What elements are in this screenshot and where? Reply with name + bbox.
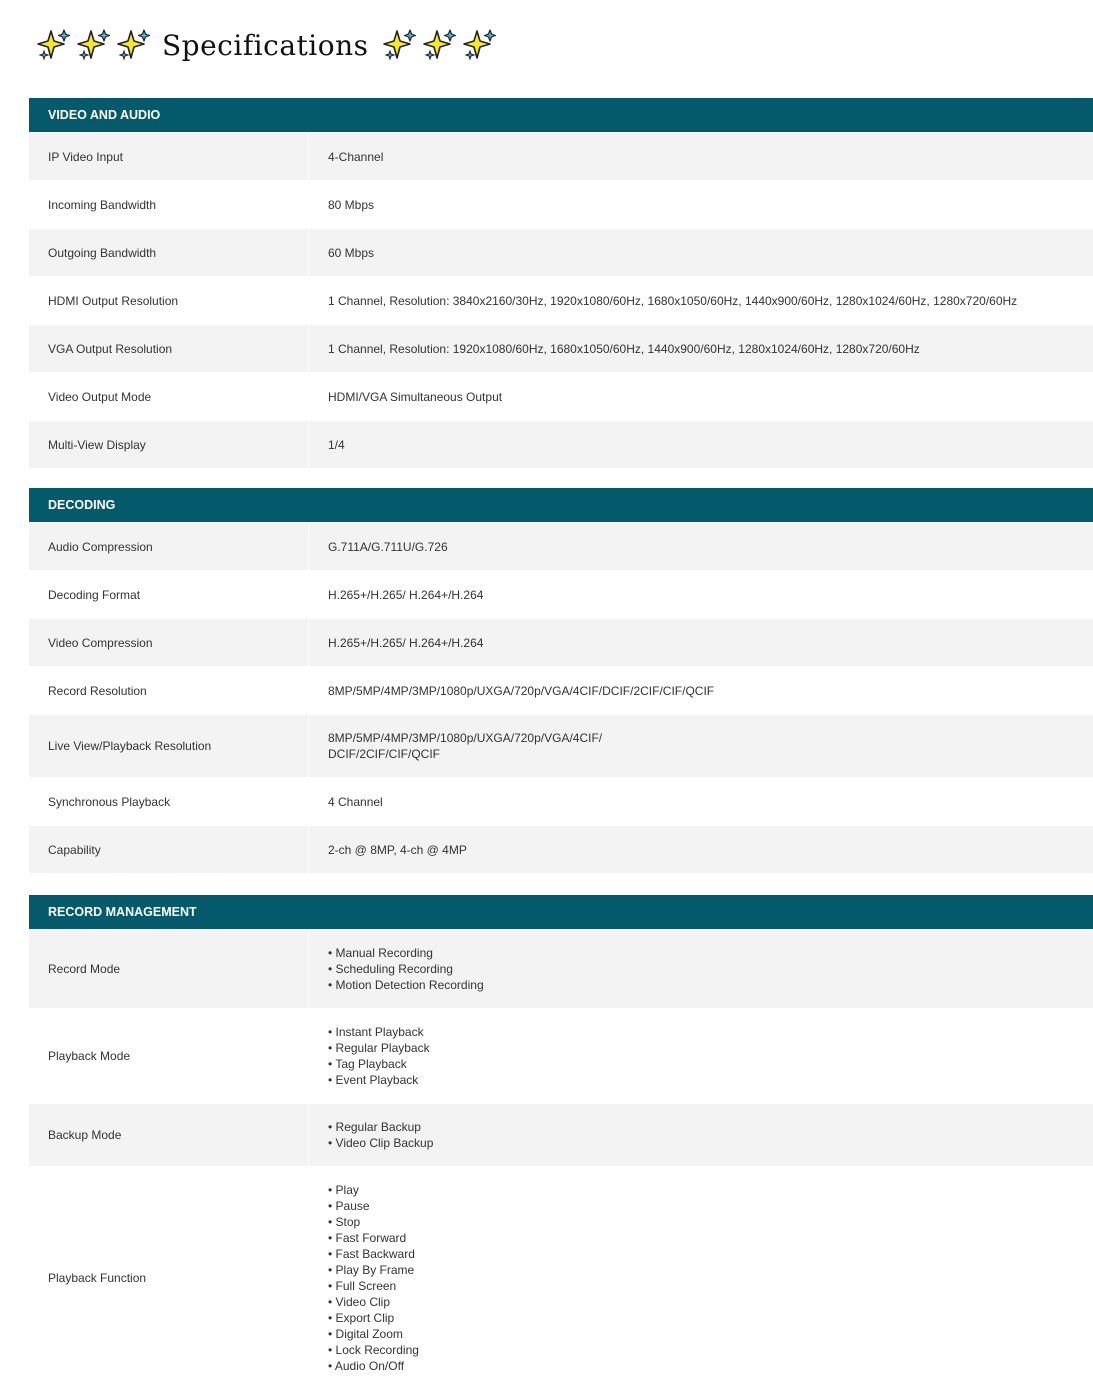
spec-value-line: HDMI/VGA Simultaneous Output xyxy=(328,389,503,404)
spec-value xyxy=(309,571,1093,618)
spec-row xyxy=(29,1103,1093,1166)
spec-value-line: • Regular Backup xyxy=(328,1120,421,1134)
spec-label: Record Resolution xyxy=(29,667,309,714)
spec-value-line: • Fast Backward xyxy=(328,1246,415,1261)
spec-value xyxy=(309,133,1093,180)
spec-label: HDMI Output Resolution xyxy=(29,277,309,324)
spec-row xyxy=(29,825,1093,873)
spec-label: VGA Output Resolution xyxy=(29,325,309,372)
spec-section-decoding xyxy=(29,488,1093,873)
spec-value-line: • Audio On/Off xyxy=(328,1358,405,1373)
spec-value xyxy=(309,373,1093,420)
spec-row xyxy=(29,1008,1093,1103)
spec-value-line: 8MP/5MP/4MP/3MP/1080p/UXGA/720p/VGA/4CIF/DCIF/2CIF/CIF/QCIF xyxy=(328,683,715,698)
spec-value xyxy=(309,421,1093,468)
spec-value-line: 4 Channel xyxy=(328,794,383,809)
spec-value-line: • Export Clip xyxy=(328,1310,395,1325)
spec-label: Decoding Format xyxy=(29,571,309,618)
section-heading: VIDEO AND AUDIO xyxy=(29,98,1093,132)
spec-label: Incoming Bandwidth xyxy=(29,181,309,228)
spec-row xyxy=(29,180,1093,228)
spec-value xyxy=(309,229,1093,276)
spec-value-line: 60 Mbps xyxy=(328,245,375,260)
spec-label: Capability xyxy=(29,826,309,873)
spec-value-line: • Video Clip Backup xyxy=(328,1136,434,1150)
spec-label: Synchronous Playback xyxy=(29,778,309,825)
spec-value-line: G.711A/G.711U/G.726 xyxy=(328,539,448,554)
spec-label: Live View/Playback Resolution xyxy=(29,715,309,777)
spec-value-line: 1 Channel, Resolution: 3840x2160/30Hz, 1920x1080/60Hz, 1680x1050/60Hz, 1440x900/60Hz, 1280x1024/60Hz, 1280x720/60Hz xyxy=(328,293,1018,308)
sparkle-icon xyxy=(422,27,458,63)
spec-value-line: 1/4 xyxy=(328,437,345,452)
spec-row xyxy=(29,618,1093,666)
spec-value xyxy=(309,1009,1093,1103)
spec-value-line: • Fast Forward xyxy=(328,1230,407,1245)
spec-value xyxy=(309,277,1093,324)
spec-value-line: • Stop xyxy=(328,1214,361,1229)
spec-value-line: • Digital Zoom xyxy=(328,1326,403,1341)
spec-label: Multi-View Display xyxy=(29,421,309,468)
spec-value-line: • Instant Playback xyxy=(328,1025,424,1039)
page-title xyxy=(36,22,498,68)
spec-section-record-management xyxy=(29,895,1093,1388)
sparkle-icon xyxy=(382,27,418,63)
spec-value-line: • Video Clip xyxy=(328,1294,391,1309)
spec-value-line: • Lock Recording xyxy=(328,1342,419,1357)
section-heading: RECORD MANAGEMENT xyxy=(29,895,1093,929)
spec-label: Video Output Mode xyxy=(29,373,309,420)
spec-value-line: • Motion Detection Recording xyxy=(328,978,484,992)
spec-label: Outgoing Bandwidth xyxy=(29,229,309,276)
spec-row xyxy=(29,666,1093,714)
spec-value xyxy=(309,667,1093,714)
spec-value xyxy=(309,619,1093,666)
spec-row xyxy=(29,929,1093,1008)
spec-row xyxy=(29,522,1093,570)
spec-value-line: • Full Screen xyxy=(328,1278,397,1293)
spec-value xyxy=(309,181,1093,228)
spec-value xyxy=(309,930,1093,1008)
spec-row xyxy=(29,132,1093,180)
sparkle-icon xyxy=(36,27,72,63)
spec-value-line: • Event Playback xyxy=(328,1073,419,1087)
spec-label: Playback Function xyxy=(29,1167,309,1388)
spec-value-line: • Scheduling Recording xyxy=(328,962,453,976)
spec-label: Backup Mode xyxy=(29,1104,309,1166)
sparkle-icon xyxy=(116,27,152,63)
spec-section-video-audio xyxy=(29,98,1093,468)
spec-value xyxy=(309,325,1093,372)
spec-value-line: DCIF/2CIF/CIF/QCIF xyxy=(328,747,440,761)
spec-value-line: 1 Channel, Resolution: 1920x1080/60Hz, 1680x1050/60Hz, 1440x900/60Hz, 1280x1024/60Hz, 1280x720/60Hz xyxy=(328,341,920,356)
spec-row xyxy=(29,372,1093,420)
spec-value-line: H.265+/H.265/ H.264+/H.264 xyxy=(328,635,484,650)
spec-label: Playback Mode xyxy=(29,1009,309,1103)
spec-value xyxy=(309,1104,1093,1166)
spec-value-line: • Pause xyxy=(328,1198,370,1213)
page-title-text: Specifications xyxy=(162,28,369,62)
spec-row xyxy=(29,324,1093,372)
spec-value-line: 80 Mbps xyxy=(328,197,375,212)
spec-value-line: 2-ch @ 8MP, 4-ch @ 4MP xyxy=(328,842,467,857)
spec-value xyxy=(309,715,1093,777)
spec-value-line: • Tag Playback xyxy=(328,1057,407,1071)
right-sparkles xyxy=(382,27,498,63)
spec-label: Video Compression xyxy=(29,619,309,666)
spec-row xyxy=(29,276,1093,324)
spec-value-line: • Manual Recording xyxy=(328,946,433,960)
spec-value xyxy=(309,1167,1093,1388)
spec-row xyxy=(29,420,1093,468)
sparkle-icon xyxy=(462,27,498,63)
spec-row xyxy=(29,777,1093,825)
spec-value-line: H.265+/H.265/ H.264+/H.264 xyxy=(328,587,484,602)
spec-value-line: • Regular Playback xyxy=(328,1041,430,1055)
spec-value-line: • Play By Frame xyxy=(328,1262,415,1277)
spec-row xyxy=(29,714,1093,777)
spec-value xyxy=(309,778,1093,825)
spec-label: IP Video Input xyxy=(29,133,309,180)
spec-value-line: 4-Channel xyxy=(328,149,384,164)
spec-value xyxy=(309,826,1093,873)
spec-value-line: 8MP/5MP/4MP/3MP/1080p/UXGA/720p/VGA/4CIF/ xyxy=(328,731,603,745)
spec-row xyxy=(29,570,1093,618)
spec-label: Audio Compression xyxy=(29,523,309,570)
spec-value-line: • Play xyxy=(328,1182,359,1197)
spec-label: Record Mode xyxy=(29,930,309,1008)
left-sparkles xyxy=(36,27,152,63)
spec-row xyxy=(29,228,1093,276)
section-heading: DECODING xyxy=(29,488,1093,522)
spec-row xyxy=(29,1166,1093,1388)
spec-value xyxy=(309,523,1093,570)
sparkle-icon xyxy=(76,27,112,63)
